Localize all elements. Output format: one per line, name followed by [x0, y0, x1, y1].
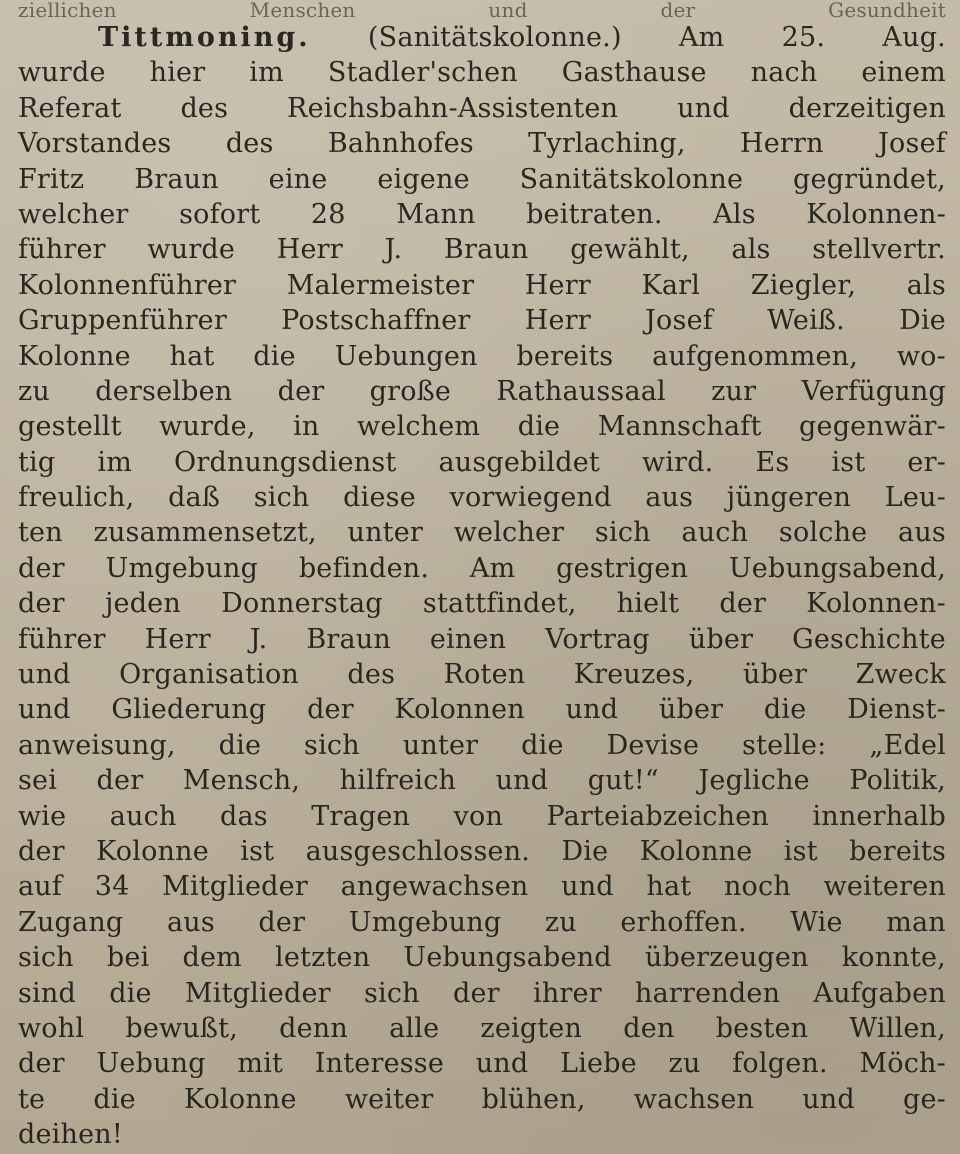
article-word: Tittmoning. — [98, 22, 311, 53]
article-word: den — [623, 1012, 675, 1044]
article-line — [18, 55, 946, 90]
article-line — [18, 728, 946, 763]
article-word: weiteren — [823, 871, 946, 903]
article-word: gegenwär- — [799, 411, 946, 443]
article-word: te — [18, 1083, 46, 1115]
article-word: führer — [18, 623, 106, 655]
article-headline-line — [18, 20, 946, 55]
article-word: blühen, — [481, 1083, 586, 1115]
article-word: Sanitätskolonne — [519, 163, 744, 195]
article-word: Fritz — [18, 163, 85, 195]
article-word: über — [658, 694, 724, 726]
article-word: Vortrag — [545, 623, 650, 655]
article-word: „Edel — [869, 729, 946, 761]
article-word: die — [521, 729, 564, 761]
article-word: Die — [561, 835, 609, 867]
article-word: der — [96, 765, 144, 797]
article-word: Mitglieder — [184, 977, 331, 1009]
article-line — [18, 232, 946, 267]
article-word: welcher — [453, 517, 565, 549]
article-word: alle — [389, 1012, 440, 1044]
article-word: Bahnhofes — [327, 128, 474, 160]
article-word: gut!“ — [587, 765, 659, 797]
article-word: gewählt, — [570, 234, 690, 266]
article-word: die — [517, 411, 561, 443]
article-line — [18, 976, 946, 1011]
article-word: des — [180, 92, 229, 124]
article-word: letzten — [275, 942, 371, 974]
article-word: Aug. — [882, 22, 946, 53]
article-word: sei — [18, 765, 58, 797]
article-word: 34 — [94, 871, 130, 903]
article-word: Mannschaft — [597, 411, 762, 443]
article-word: (Sanitätskolonne.) — [367, 22, 622, 53]
article-word: im — [249, 57, 284, 89]
article-word: Möch- — [859, 1048, 946, 1080]
article-word: unter — [402, 729, 479, 761]
article-word: zu — [18, 375, 51, 407]
article-word: Leu- — [884, 482, 946, 514]
article-word: sofort — [179, 198, 261, 230]
article-word: Geschichte — [792, 623, 946, 655]
article-word: Weiß. — [767, 305, 845, 337]
article-word: der — [18, 835, 65, 867]
article-word: Postschaffner — [281, 305, 471, 337]
article-word: freulich, — [18, 482, 135, 514]
article-word: Herr — [144, 623, 211, 655]
article-word: und — [677, 92, 730, 124]
article-word: diese — [343, 482, 416, 514]
article-word: einem — [861, 57, 946, 89]
article-word: und — [18, 659, 71, 691]
article-word: jüngeren — [726, 482, 852, 514]
article-word: und — [18, 694, 71, 726]
article-word: dem — [182, 942, 242, 974]
article-line — [18, 480, 946, 515]
article-line — [18, 1082, 946, 1117]
article-line — [18, 197, 946, 232]
article-word: ziellichen — [18, 0, 117, 20]
article-word: Vorstandes — [18, 128, 172, 160]
article-word: wurde — [18, 57, 106, 89]
article-word: Wie — [790, 906, 843, 938]
article-word: sich — [594, 517, 651, 549]
article-word: derzeitigen — [788, 92, 946, 124]
article-word: er- — [907, 446, 946, 478]
article-word: derselben — [95, 375, 233, 407]
article-word: über — [688, 623, 754, 655]
article-word: Als — [713, 198, 756, 230]
article-word: der — [18, 552, 65, 584]
article-word: gegründet, — [793, 163, 946, 195]
article-word: einen — [429, 623, 507, 655]
article-word: bewußt, — [125, 1012, 238, 1044]
article-word: Karl — [641, 269, 701, 301]
article-word: Donnerstag — [221, 588, 383, 620]
article-word: die — [93, 1083, 136, 1115]
article-word: und — [565, 694, 619, 726]
article-word: 28 — [310, 198, 346, 230]
article-word: Herr — [276, 234, 343, 266]
article-line — [18, 586, 946, 621]
article-word: deihen! — [18, 1119, 123, 1151]
article-word: Kolonne — [183, 1083, 297, 1115]
article-word: gestellt — [18, 411, 122, 443]
article-line — [18, 374, 946, 409]
article-word: Die — [899, 305, 946, 337]
article-word: Tyrlaching, — [528, 128, 686, 160]
article-word: über — [742, 659, 808, 691]
article-word: 25. — [781, 22, 826, 53]
article-word: ge- — [903, 1083, 946, 1115]
article-word: Devise — [606, 729, 700, 761]
article-word: beitraten. — [526, 198, 663, 230]
article-line — [18, 126, 946, 161]
article-word: besten — [715, 1012, 809, 1044]
article-word: zur — [711, 375, 757, 407]
article-word: hilfreich — [339, 765, 457, 797]
article-word: die — [218, 729, 262, 761]
article-word: Josef — [645, 305, 713, 337]
article-word: als — [731, 234, 771, 266]
article-line — [18, 445, 946, 480]
article-word: Organisation — [119, 659, 300, 691]
article-word: Am — [678, 22, 725, 53]
article-word: aufgenommen, — [652, 340, 859, 372]
article-line — [18, 622, 946, 657]
article-word: Referat — [18, 92, 122, 124]
article-word: überzeugen — [644, 942, 809, 974]
article-word: Gesundheit — [828, 0, 946, 20]
article-word: große — [369, 375, 452, 407]
article-word: Braun — [306, 623, 391, 655]
article-word: führer — [18, 234, 106, 266]
article-line — [18, 834, 946, 869]
article-line — [18, 799, 946, 834]
article-word: wurde — [147, 234, 236, 266]
article-word: Gasthause — [561, 57, 707, 89]
article-word: J. — [249, 623, 268, 655]
article-word: Tragen — [311, 800, 411, 832]
article-word: bei — [106, 942, 150, 974]
article-word: ist — [783, 835, 818, 867]
article-word: Braun — [134, 163, 219, 195]
article-column — [18, 0, 946, 1153]
article-word: Uebungsabend, — [728, 552, 946, 584]
article-word: im — [97, 446, 133, 478]
article-line — [18, 1011, 946, 1046]
article-word: bereits — [849, 835, 946, 867]
article-word: ist — [831, 446, 866, 478]
article-word: sich — [363, 977, 420, 1009]
article-word: unter — [347, 517, 424, 549]
article-word: Kolonnenführer — [18, 269, 237, 301]
article-word: Es — [755, 446, 790, 478]
article-word: eine — [268, 163, 328, 195]
article-word: zu — [668, 1048, 701, 1080]
article-word: Reichsbahn-Assistenten — [287, 92, 619, 124]
article-word: Am — [469, 552, 516, 584]
article-word: wohl — [18, 1012, 85, 1044]
article-word: der — [277, 375, 325, 407]
article-word: Menschen — [249, 0, 356, 20]
article-word: Kolonnen- — [806, 588, 946, 620]
article-line — [18, 339, 946, 374]
article-word: der — [453, 977, 500, 1009]
article-word: harrenden — [635, 977, 781, 1009]
article-word: Stadler'schen — [327, 57, 518, 89]
article-word: Herr — [524, 269, 591, 301]
article-word: der — [258, 906, 306, 938]
article-word: mit — [237, 1048, 284, 1080]
article-word: angewachsen — [340, 871, 529, 903]
article-word: Dienst- — [847, 694, 946, 726]
article-word: das — [219, 800, 268, 832]
article-word: ten — [18, 517, 63, 549]
article-word: wo- — [896, 340, 946, 372]
article-word: Kreuzes, — [573, 659, 695, 691]
article-line — [18, 268, 946, 303]
article-word: Herrn — [739, 128, 824, 160]
article-word: daß — [168, 482, 221, 514]
article-word: solche — [778, 517, 868, 549]
article-word: der — [18, 588, 65, 620]
article-word: zusammensetzt, — [93, 517, 317, 549]
article-word: Politik, — [849, 765, 946, 797]
article-word: und — [475, 1048, 529, 1080]
article-word: und — [495, 765, 549, 797]
article-word: auch — [681, 517, 749, 549]
article-word: Interesse — [314, 1048, 445, 1080]
article-word: noch — [723, 871, 791, 903]
article-word: von — [453, 800, 504, 832]
article-word: Braun — [443, 234, 529, 266]
article-word: ausgeschlossen. — [305, 835, 531, 867]
article-word: erhoffen. — [620, 906, 747, 938]
article-word: ausgebildet — [438, 446, 600, 478]
article-word: und — [802, 1083, 855, 1115]
article-word: Zugang — [18, 906, 124, 938]
article-word: Umgebung — [105, 552, 259, 584]
article-word: Uebung — [96, 1048, 206, 1080]
article-line — [18, 692, 946, 727]
article-word: stelle: — [742, 729, 827, 761]
article-word: Jegliche — [698, 765, 810, 797]
article-line — [18, 940, 946, 975]
article-word: Kolonnen- — [806, 198, 946, 230]
article-word: Uebungsabend — [403, 942, 612, 974]
article-word: ihrer — [533, 977, 602, 1009]
article-word: als — [906, 269, 946, 301]
article-word: zu — [544, 906, 577, 938]
article-word: Mensch, — [182, 765, 301, 797]
article-word: welchem — [357, 411, 481, 443]
article-word: auf — [18, 871, 63, 903]
article-word: hielt — [616, 588, 680, 620]
article-word: wachsen — [633, 1083, 755, 1115]
article-line — [18, 551, 946, 586]
article-word: nach — [750, 57, 818, 89]
article-word: hier — [149, 57, 206, 89]
article-word: in — [293, 411, 320, 443]
article-line — [18, 303, 946, 338]
article-word: jeden — [104, 588, 181, 620]
article-word: Gruppenführer — [18, 305, 227, 337]
article-word: konnte, — [841, 942, 946, 974]
article-word: Herr — [524, 305, 591, 337]
article-line — [18, 905, 946, 940]
article-word: der — [18, 1048, 65, 1080]
article-line — [18, 763, 946, 798]
article-word: auch — [109, 800, 177, 832]
article-line — [18, 409, 946, 444]
article-word: eigene — [377, 163, 470, 195]
article-word: folgen. — [732, 1048, 828, 1080]
article-line — [18, 515, 946, 550]
article-word: Kolonnen — [394, 694, 525, 726]
article-line — [18, 1117, 946, 1152]
article-line — [18, 657, 946, 692]
article-word: und — [561, 871, 614, 903]
article-word: Uebungen — [334, 340, 478, 372]
article-word: stattfindet, — [422, 588, 577, 620]
article-word: der — [660, 0, 696, 20]
article-word: welcher — [18, 198, 129, 230]
article-line — [18, 869, 946, 904]
article-word: Ziegler, — [750, 269, 857, 301]
article-word: Malermeister — [286, 269, 475, 301]
article-word: aus — [645, 482, 694, 514]
article-word: wird. — [641, 446, 714, 478]
article-word: sich — [304, 729, 360, 761]
article-word: sind — [18, 977, 76, 1009]
article-word: anweisung, — [18, 729, 176, 761]
article-word: Umgebung — [348, 906, 502, 938]
article-word: aus — [166, 906, 215, 938]
article-word: zeigten — [480, 1012, 583, 1044]
article-word: Roten — [443, 659, 526, 691]
article-word: die — [253, 340, 296, 372]
article-word: des — [347, 659, 396, 691]
article-word: Mitglieder — [162, 871, 308, 903]
article-word: und — [488, 0, 528, 20]
article-word: die — [763, 694, 807, 726]
article-line — [18, 162, 946, 197]
article-word: Ordnungsdienst — [174, 446, 397, 478]
article-word: J. — [384, 234, 403, 266]
article-word: Liebe — [560, 1048, 637, 1080]
article-word: Kolonne — [18, 340, 131, 372]
article-word: tig — [18, 446, 56, 478]
article-word: Josef — [878, 128, 946, 160]
article-line — [18, 1046, 946, 1081]
article-word: man — [886, 906, 946, 938]
article-word: denn — [279, 1012, 348, 1044]
article-word: Willen, — [849, 1012, 946, 1044]
article-word: Gliederung — [111, 694, 267, 726]
article-word: Kolonne — [639, 835, 753, 867]
article-word: wie — [18, 800, 67, 832]
article-word: hat — [646, 871, 692, 903]
article-word: Aufgaben — [813, 977, 946, 1009]
article-word: Mann — [396, 198, 476, 230]
article-word: vorwiegend — [449, 482, 612, 514]
article-line — [18, 0, 946, 20]
article-word: Verfügung — [801, 375, 946, 407]
article-word: innerhalb — [812, 800, 946, 832]
article-word: gestrigen — [556, 552, 689, 584]
article-word: sich — [18, 942, 74, 974]
article-word: der — [719, 588, 767, 620]
article-word: sich — [253, 482, 310, 514]
article-line — [18, 91, 946, 126]
article-word: Zweck — [855, 659, 946, 691]
article-word: ist — [240, 835, 275, 867]
article-word: Parteiabzeichen — [546, 800, 769, 832]
article-word: hat — [169, 340, 215, 372]
article-word: der — [307, 694, 354, 726]
article-word: die — [109, 977, 152, 1009]
article-word: befinden. — [298, 552, 430, 584]
article-word: Kolonne — [96, 835, 209, 867]
article-word: des — [225, 128, 274, 160]
article-word: wurde, — [159, 411, 256, 443]
article-word: stellvertr. — [812, 234, 946, 266]
article-word: weiter — [344, 1083, 434, 1115]
article-word: bereits — [516, 340, 614, 372]
article-word: Rathaussaal — [496, 375, 666, 407]
article-word: aus — [898, 517, 946, 549]
